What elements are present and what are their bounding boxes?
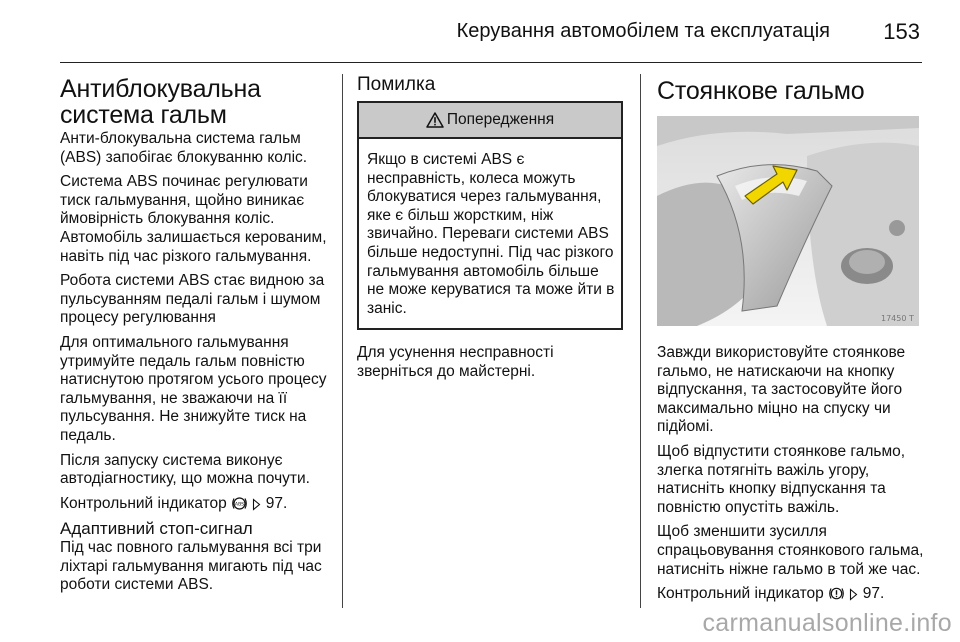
column-parking-brake: [657, 74, 925, 610]
warning-triangle-icon: [426, 112, 444, 128]
indicator-reference: [60, 495, 330, 514]
page-number: 153: [883, 19, 920, 44]
abs-indicator-icon: [231, 496, 248, 511]
svg-text:ABS: ABS: [235, 501, 245, 507]
page-reference: 97.: [862, 585, 885, 603]
watermark: carmanualsonline.info: [702, 609, 952, 637]
column-divider: [640, 74, 641, 608]
header-title: Керування автомобілем та експлуатація: [456, 20, 830, 42]
section-heading-fault: Помилка: [357, 74, 436, 95]
indicator-label: Контрольний індикатор: [60, 494, 227, 512]
column-fault: [357, 74, 623, 388]
section-heading-abs: Антиблокувальна система гальм: [60, 75, 261, 129]
warning-title: Попередження: [446, 110, 555, 128]
paragraph: Для усунення несправності зверніться до майстерні.: [357, 344, 554, 380]
paragraph: Щоб зменшити зусилля спрацьовування стоянкового гальма, натисніть ніжне гальмо в той же час.: [657, 523, 924, 578]
header-rule: [60, 62, 922, 63]
page-reference-arrow-icon: [849, 588, 858, 601]
paragraph: Завжди використовуйте стоянкове гальмо, не натискаючи на кнопку відпускання, та застосовуйте його максимально міцно на спуску чи підйомі.: [657, 344, 906, 436]
parking-brake-lever-image: [657, 116, 919, 326]
paragraph: Для оптимального гальмування утримуйте педаль гальм повністю натиснутою протягом усього процесу гальмування, не зважаючи на її пульсування. Не знижуйте тиск на педаль.: [60, 333, 327, 444]
paragraph: Робота системи ABS стає видною за пульсуванням педалі гальм і шумом процесу регулювання: [60, 272, 325, 327]
warning-header: [359, 103, 621, 139]
indicator-reference: [657, 585, 925, 604]
page-reference-arrow-icon: [252, 498, 261, 511]
paragraph: Система ABS починає регулювати тиск гальмування, щойно виникає ймовірність блокування коліс. Автомобіль залишається керованим, навіть під час різкого гальмування.: [60, 173, 327, 265]
page-reference: 97.: [265, 494, 288, 512]
paragraph: Під час повного гальмування всі три ліхтарі гальмування мигають під час роботи системи ABS.: [60, 539, 322, 594]
subsection-heading-adaptive-brake-light: Адаптивний стоп-сигнал: [60, 519, 253, 539]
column-abs: [60, 74, 330, 601]
column-divider: [342, 74, 343, 608]
parking-brake-illustration: [657, 116, 919, 326]
indicator-label: Контрольний індикатор: [657, 585, 824, 603]
parking-brake-indicator-icon: [828, 586, 845, 601]
image-code: 17450 T: [881, 314, 914, 323]
section-heading-parking-brake: Стоянкове гальмо: [657, 77, 865, 105]
paragraph: Щоб відпустити стоянкове гальмо, злегка потягніть важіль угору, натисніть кнопку відпускання та повністю опустіть важіль.: [657, 442, 906, 516]
warning-box: [357, 101, 623, 330]
paragraph: Після запуску система виконує автодіагностику, що можна почути.: [60, 451, 310, 488]
paragraph: Анти-блокувальна система гальм (ABS) запобігає блокуванню коліс.: [60, 130, 308, 166]
warning-text: Якщо в системі ABS є несправність, колеса можуть блокуватися через гальмування, яке є більш жорстким, ніж звичайно. Переваги системи ABS більше недоступні. Під час різкого гальмування автомобіль більше не може керуватися та може йти в заніс.: [367, 151, 615, 317]
